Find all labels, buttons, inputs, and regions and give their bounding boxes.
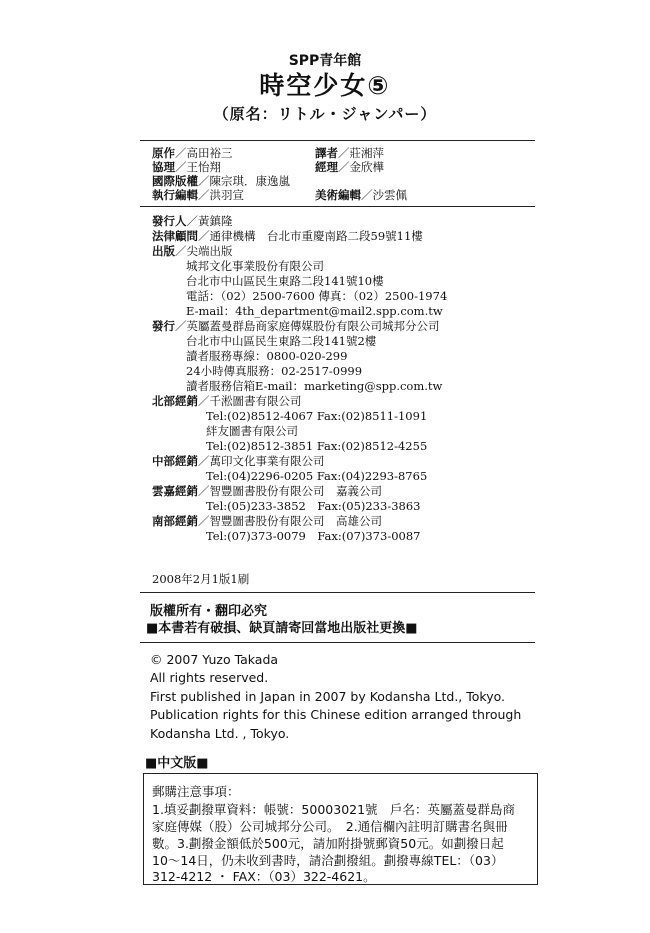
copyright-line: Kodansha Ltd. , Tokyo. bbox=[150, 726, 290, 741]
south-distributor-row: 南部經銷／智豐圖書股份有限公司 高雄公司 bbox=[152, 514, 382, 528]
publisher-series: SPP青年館 bbox=[288, 53, 362, 69]
copyright-line: Publication rights for this Chinese edition arranged through bbox=[150, 707, 522, 722]
notice-line: 10～14日，仍未收到書時，請洽劃撥組。劃撥專線TEL：（03） bbox=[152, 853, 504, 868]
notice-line: 數。3.劃撥金額低於500元，請加附掛號郵資50元。如劃撥日起 bbox=[152, 836, 504, 851]
chiayi-line: Tel:(05)233-3852 Fax:(05)233-3863 bbox=[206, 499, 421, 513]
publish-line: 台北市中山區民生東路二段141號10樓 bbox=[186, 274, 384, 288]
distribution-line: 台北市中山區民生東路二段141號2樓 bbox=[186, 334, 377, 348]
divider-credits bbox=[140, 206, 535, 207]
damage-notice: ■本書若有破損、缺頁請寄回當地出版社更換■ bbox=[146, 621, 418, 636]
divider-edition bbox=[140, 592, 535, 593]
distribution-line: 讀者服務專線：0800-020-299 bbox=[186, 349, 348, 363]
credit-associate-manager: 協理／王怡翔 bbox=[152, 160, 221, 174]
issuer-row: 發行人／黃鎮隆 bbox=[152, 214, 233, 228]
publish-line: 城邦文化事業股份有限公司 bbox=[186, 259, 324, 273]
notice-line: 家庭傳媒（股）公司城邦分公司。 2.通信欄內註明訂購書名與冊 bbox=[152, 819, 508, 834]
publish-line: E-mail：4th_department@mail2.spp.com.tw bbox=[186, 304, 443, 318]
chiayi-distributor-row: 雲嘉經銷／智豐圖書股份有限公司 嘉義公司 bbox=[152, 484, 382, 498]
notice-line: 1.填妥劃撥單資料：帳號：50003021號 戶名：英屬蓋曼群島商 bbox=[152, 802, 516, 817]
north-distributor-row: 北部經銷／千淞圖書有限公司 bbox=[152, 394, 302, 408]
credit-manager: 經理／金欣樺 bbox=[315, 160, 384, 174]
chinese-edition-label: ■中文版■ bbox=[145, 756, 209, 771]
publish-line: 電話：（02）2500-7600 傳真：（02）2500-1974 bbox=[186, 289, 448, 303]
north-line: Tel:(02)8512-3851 Fax:(02)8512-4255 bbox=[206, 439, 428, 453]
original-title: （原名：リトル・ジャンパー） bbox=[213, 105, 437, 123]
divider-top bbox=[140, 140, 535, 141]
north-line: 絆友圖書有限公司 bbox=[206, 424, 298, 438]
book-title: 時空少女⑤ bbox=[259, 71, 391, 100]
credit-international-rights: 國際版權／陳宗琪．康逸嵐 bbox=[152, 174, 290, 188]
copyright-line: © 2007 Yuzo Takada bbox=[150, 652, 279, 667]
credit-art-editor: 美術編輯／沙雲佩 bbox=[315, 188, 407, 202]
credit-translator: 譯者／莊湘萍 bbox=[315, 146, 384, 160]
credit-original-author: 原作／高田裕三 bbox=[152, 146, 233, 160]
notice-title: 郵購注意事項： bbox=[152, 784, 240, 799]
distribution-line: 讀者服務信箱E-mail：marketing@spp.com.tw bbox=[186, 379, 443, 393]
north-line: Tel:(02)8512-4067 Fax:(02)8511-1091 bbox=[206, 409, 428, 423]
south-line: Tel:(07)373-0079 Fax:(07)373-0087 bbox=[206, 529, 421, 543]
central-line: Tel:(04)2296-0205 Fax:(04)2293-8765 bbox=[206, 469, 428, 483]
legal-row: 法律顧問／通律機構 台北市重慶南路二段59號11樓 bbox=[152, 229, 423, 243]
divider-rights bbox=[140, 642, 535, 643]
copyright-line: First published in Japan in 2007 by Kodansha Ltd., Tokyo. bbox=[150, 689, 505, 704]
copyright-line: All rights reserved. bbox=[150, 670, 269, 685]
rights-reserved: 版權所有・翻印必究 bbox=[150, 604, 268, 619]
central-distributor-row: 中部經銷／萬印文化事業有限公司 bbox=[152, 454, 325, 468]
distribution-row: 發行／英屬蓋曼群島商家庭傳媒股份有限公司城邦分公司 bbox=[152, 319, 440, 333]
publish-row: 出版／尖端出版 bbox=[152, 244, 233, 258]
notice-line: 312-4212 ・ FAX：（03）322-4621。 bbox=[152, 869, 376, 884]
mail-order-notice bbox=[143, 773, 538, 885]
credit-executive-editor: 執行編輯／洪羽宣 bbox=[152, 188, 244, 202]
edition-date: 2008年2月1版1刷 bbox=[152, 572, 250, 586]
distribution-line: 24小時傳真服務：02-2517-0999 bbox=[186, 364, 363, 378]
